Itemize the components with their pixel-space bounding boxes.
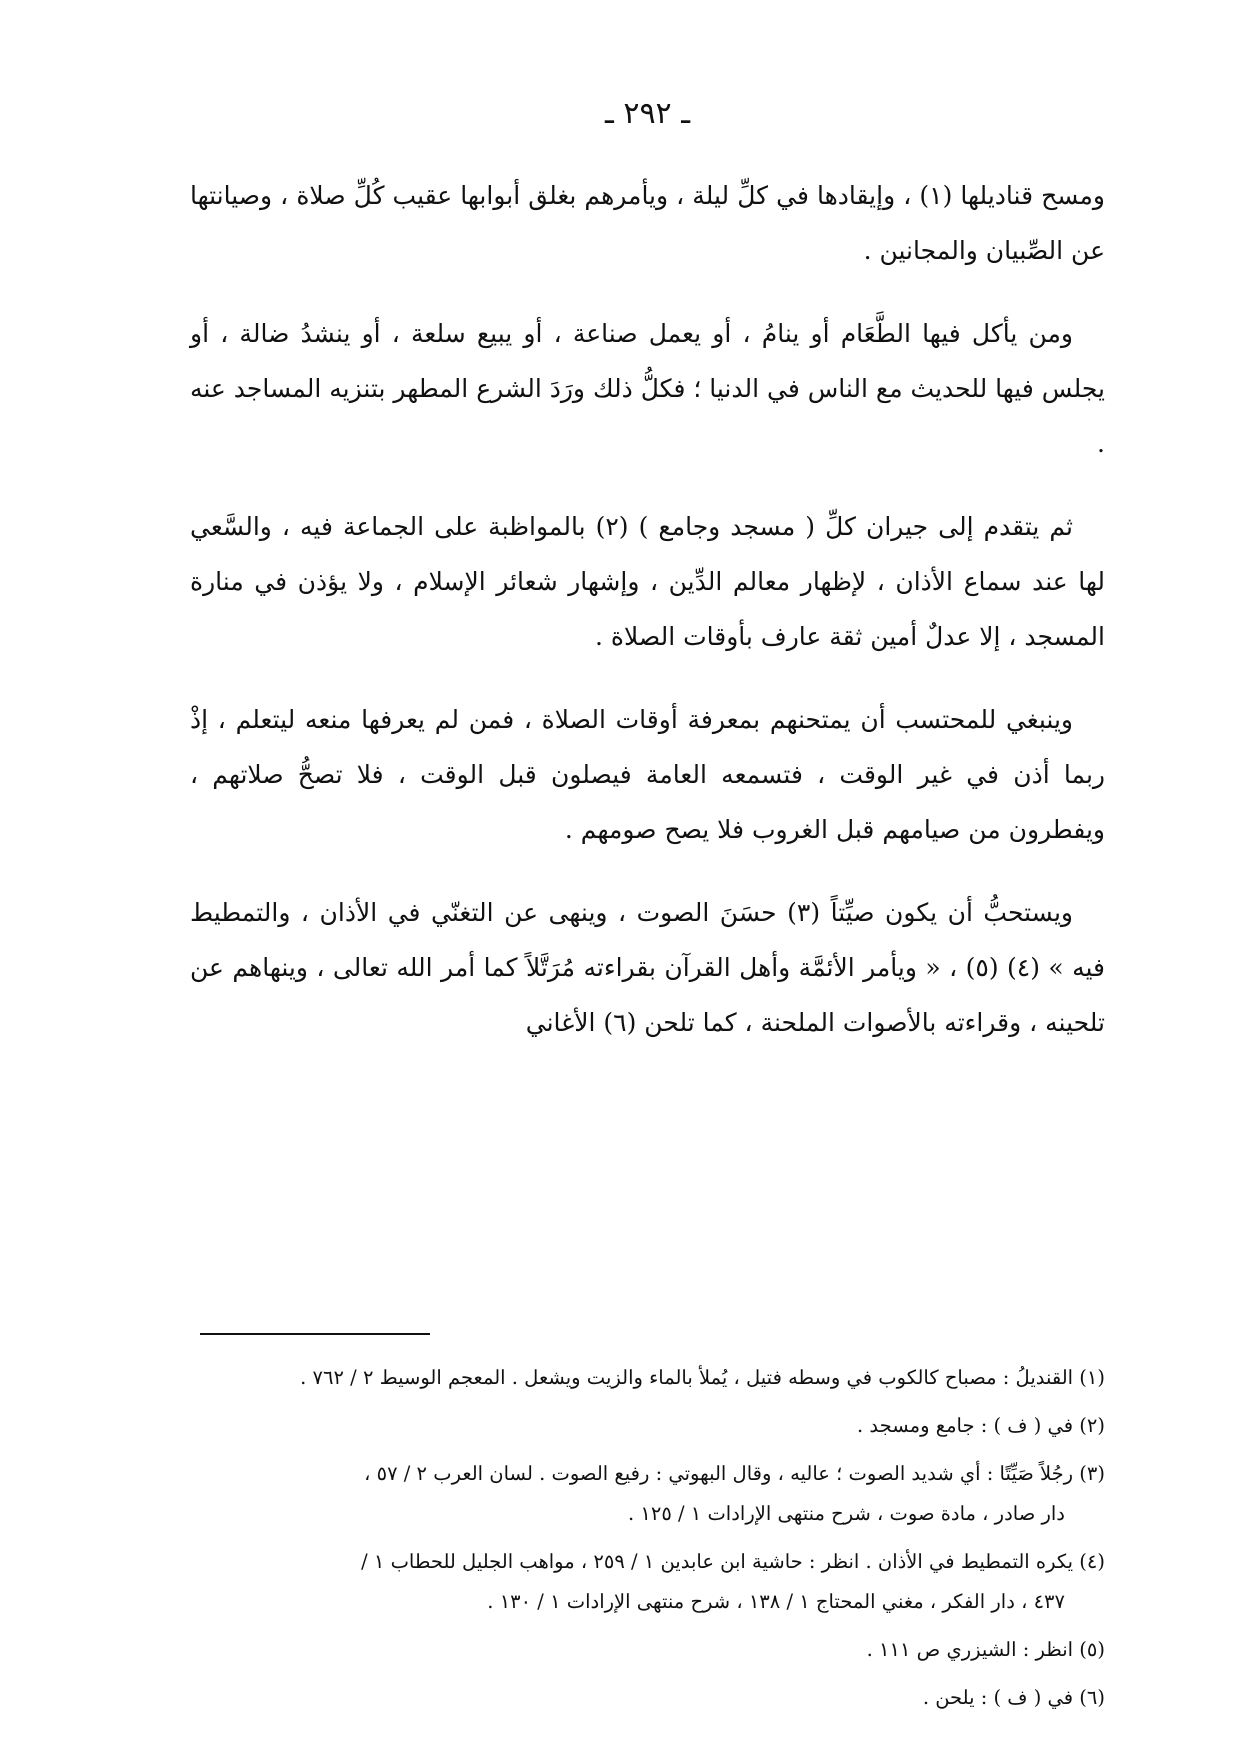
footnote-1 — [190, 1358, 1105, 1398]
paragraph-4: وينبغي للمحتسب أن يمتحنهم بمعرفة أوقات الصلاة ، فمن لم يعرفها منعه ليتعلم ، إذْ ربما أذن في غير الوقت ، فتسمعه العامة فيصلون قبل الوقت ، فلا تصحُّ صلاتهم ، ويفطرون من صيامهم قبل الغروب فلا يصح صومهم . — [190, 705, 1105, 844]
footnote-6 — [190, 1678, 1105, 1718]
footnote-5-line-1: (٥) انظر : الشيزري ص ١١١ . — [866, 1638, 1105, 1661]
footnote-3-line-2: دار صادر ، مادة صوت ، شرح منتهى الإرادات ١ / ١٢٥ . — [627, 1502, 1065, 1525]
footnote-2 — [190, 1406, 1105, 1446]
paragraph-2: ومن يأكل فيها الطَّعَام أو ينامُ ، أو يعمل صناعة ، أو يبيع سلعة ، أو ينشدُ ضالة ، أو يجلس فيها للحديث مع الناس في الدنيا ؛ فكلُّ ذلك ورَدَ الشرع المطهر بتنزيه المساجد عنه . — [189, 319, 1105, 458]
paragraph-5: ويستحبُّ أن يكون صيِّتاً (٣) حسَنَ الصوت ، وينهى عن التغنّي في الأذان ، والتمطيط فيه » (٤) (٥) ، « ويأمر الأئمَّة وأهل القرآن بقراءته مُرَتَّلاً كما أمر الله تعالى ، وينهاهم عن تلحينه ، وقراءته بالأصوات الملحنة ، كما تلحن (٦) الأغاني — [190, 898, 1105, 1037]
footnotes — [190, 1358, 1105, 1726]
paragraph-1: ومسح قناديلها (١) ، وإيقادها في كلِّ ليلة ، ويأمرهم بغلق أبوابها عقيب كُلِّ صلاة ، وصيانتها عن الصِّبيان والمجانين . — [190, 181, 1106, 265]
footnote-6-line-1: (٦) في ( ف ) : يلحن . — [922, 1686, 1105, 1709]
footnote-1-line-1: (١) القنديلُ : مصباح كالكوب في وسطه فتيل ، يُملأ بالماء والزيت ويشعل . المعجم الوسيط ٢ / ٧٦٢ . — [300, 1366, 1105, 1389]
paragraph-3: ثم يتقدم إلى جيران كلِّ ( مسجد وجامع ) (٢) بالمواظبة على الجماعة فيه ، والسَّعي لها عند سماع الأذان ، لإظهار معالم الدِّين ، وإشهار شعائر الإسلام ، ولا يؤذن في منارة المسجد ، إلا عدلٌ أمين ثقة عارف بأوقات الصلاة . — [190, 512, 1105, 651]
book-page — [190, 0, 1105, 1754]
footnote-4-line-2: ٤٣٧ ، دار الفكر ، مغني المحتاج ١ / ١٣٨ ، شرح منتهى الإرادات ١ / ١٣٠ . — [487, 1590, 1065, 1613]
page-number: ـ ٢٩٢ ـ — [605, 96, 690, 131]
footnote-2-line-1: (٢) في ( ف ) : جامع ومسجد . — [857, 1414, 1105, 1437]
footnote-3-line-1: (٣) رجُلاً صَيِّتًا : أي شديد الصوت ؛ عاليه ، وقال البهوتي : رفيع الصوت . لسان العرب ٢ / ٥٧ ، — [364, 1462, 1105, 1485]
footnote-3 — [190, 1454, 1105, 1534]
footnote-4 — [190, 1542, 1105, 1622]
main-text — [190, 168, 1105, 1078]
footnote-divider — [200, 1333, 430, 1335]
footnote-5 — [190, 1630, 1105, 1670]
footnote-4-line-1: (٤) يكره التمطيط في الأذان . انظر : حاشية ابن عابدين ١ / ٢٥٩ ، مواهب الجليل للحطاب ١ / — [361, 1550, 1105, 1573]
